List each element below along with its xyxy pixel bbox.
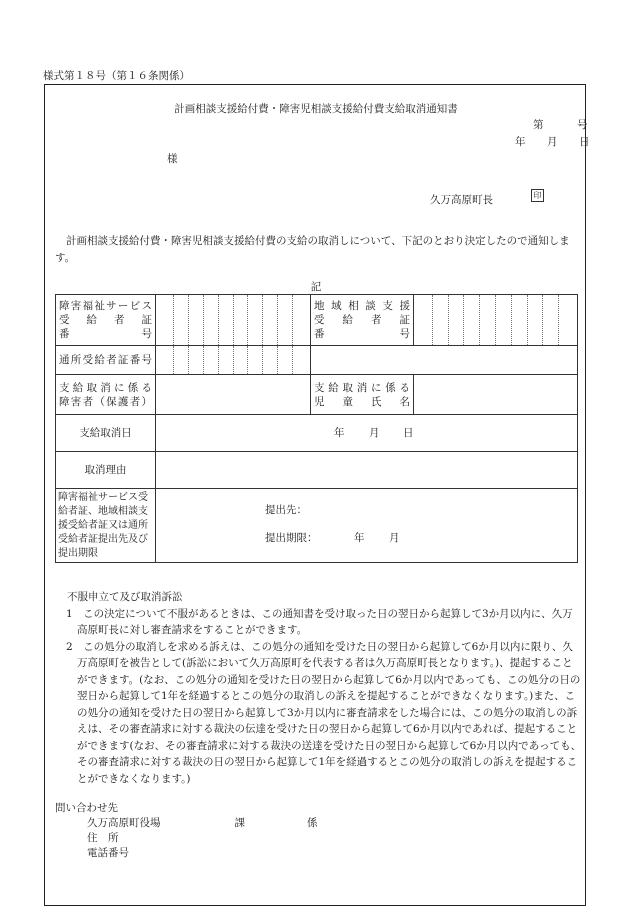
contact-kakari: 係 (307, 817, 318, 829)
cancel-date-field[interactable] (156, 415, 578, 452)
table-row (56, 489, 578, 563)
contact-address-label: 住 所 (87, 832, 119, 844)
cancel-date-year: 年 (334, 427, 345, 439)
table-row (56, 415, 578, 452)
ki-heading: 記 (310, 281, 322, 293)
table-row (56, 452, 578, 489)
submit-to-label: 提出先： (265, 504, 307, 516)
contact-office: 久万高原町役場 (87, 817, 161, 829)
document-title: 計画相談支援給付費・障害児相談支援給付費支給取消通知書 (174, 103, 458, 115)
number-gou: 号 (577, 119, 588, 131)
table-row (56, 375, 578, 415)
seal-icon: 印 (531, 189, 544, 202)
cancel-date-day: 日 (403, 427, 414, 439)
cancel-reason-label: 取消理由 (56, 452, 156, 489)
contact-info (55, 801, 318, 861)
submission-label: 障害福祉サービス受 給者証、地域相談支 援受給者証又は通所 受給者証提出先及び 提出期限 (56, 489, 156, 563)
info-table (55, 294, 578, 563)
community-cert-number-field[interactable] (414, 295, 578, 346)
cancel-child-field[interactable] (414, 375, 578, 415)
note-item: 2 この処分の取消しを求める訴えは、この処分の通知を受けた日の翌日から起算して6か月以内に限り、久万高原町を被告として(訴訟において久万高原町を代表する者は久万高原町長となります。)、提起することができます。(なお、この処分の通知を受けた日の翌日から起算して6か月以内であっても、この処分の日の翌日から起算して1年を経過するとこの処分の取消しの訴えを提起することができなくなります。)また、この処分の通知を受けた日の翌日から起算して3か月以内に審査請求をした場合には、この処分の取消しの訴えは、その審査請求に対する裁決の伝達を受けた日の翌日から起算して6か月以内であれば、提起することができます(なお、その審査請求に対する裁決の送達を受けた日の翌日から起算して6か月以内であっても、その審査請求に対する裁決の日の翌日から起算して1年を経過するとこの処分の取消しの訴えを提起することができなくなります。) (66, 640, 582, 785)
welfare-cert-number-field[interactable] (156, 295, 311, 346)
notes-heading: 不服申立て及び取消訴訟 (67, 591, 183, 603)
date-day: 日 (579, 136, 590, 148)
submission-field[interactable] (156, 489, 578, 563)
body-text: 計画相談支援給付費・障害児相談支援給付費の支給の取消しについて、下記のとおり決定したので通知します。 (55, 235, 570, 264)
cancel-person-field[interactable] (156, 375, 311, 415)
daycare-cert-number-field[interactable] (156, 346, 311, 375)
welfare-cert-label: 障害福祉サービス 受給者証 番号 (56, 295, 156, 346)
number-dai: 第 (533, 119, 544, 131)
note-item: 1 この決定について不服があるときは、この通知書を受け取った日の翌日から起算して3か月以内に、久万高原町長に対し審査請求をすることができます。 (66, 607, 573, 636)
community-cert-label: 地域相談支援 受給者証 番号 (311, 295, 414, 346)
deadline-month: 月 (389, 532, 400, 544)
cancel-child-label: 支給取消に係る 児童氏名 (311, 375, 414, 415)
cancel-reason-field[interactable] (156, 452, 578, 489)
issuer-name: 久万高原町長 (430, 194, 493, 206)
cancel-person-label: 支給取消に係る 障害者（保護者） (56, 375, 156, 415)
cancel-date-month: 月 (369, 427, 380, 439)
deadline-year: 年 (354, 532, 365, 544)
deadline-label: 提出期限： (265, 532, 318, 544)
contact-heading: 問い合わせ先 (55, 802, 118, 814)
table-row (56, 346, 578, 375)
form-number: 様式第１８号（第１６条関係） (43, 70, 190, 82)
cancel-date-label: 支給取消日 (56, 415, 156, 452)
table-row (56, 295, 578, 346)
contact-phone-label: 電話番号 (87, 847, 129, 859)
contact-ka: 課 (234, 817, 245, 829)
date-month: 月 (547, 136, 558, 148)
daycare-cert-label: 通所受給者証番号 (56, 346, 156, 375)
appeal-notes (55, 589, 583, 787)
addressee-suffix: 様 (167, 153, 178, 165)
contact-office-line (87, 816, 318, 831)
date-year: 年 (515, 136, 526, 148)
document-frame (44, 84, 590, 906)
blank-cell (311, 346, 578, 375)
